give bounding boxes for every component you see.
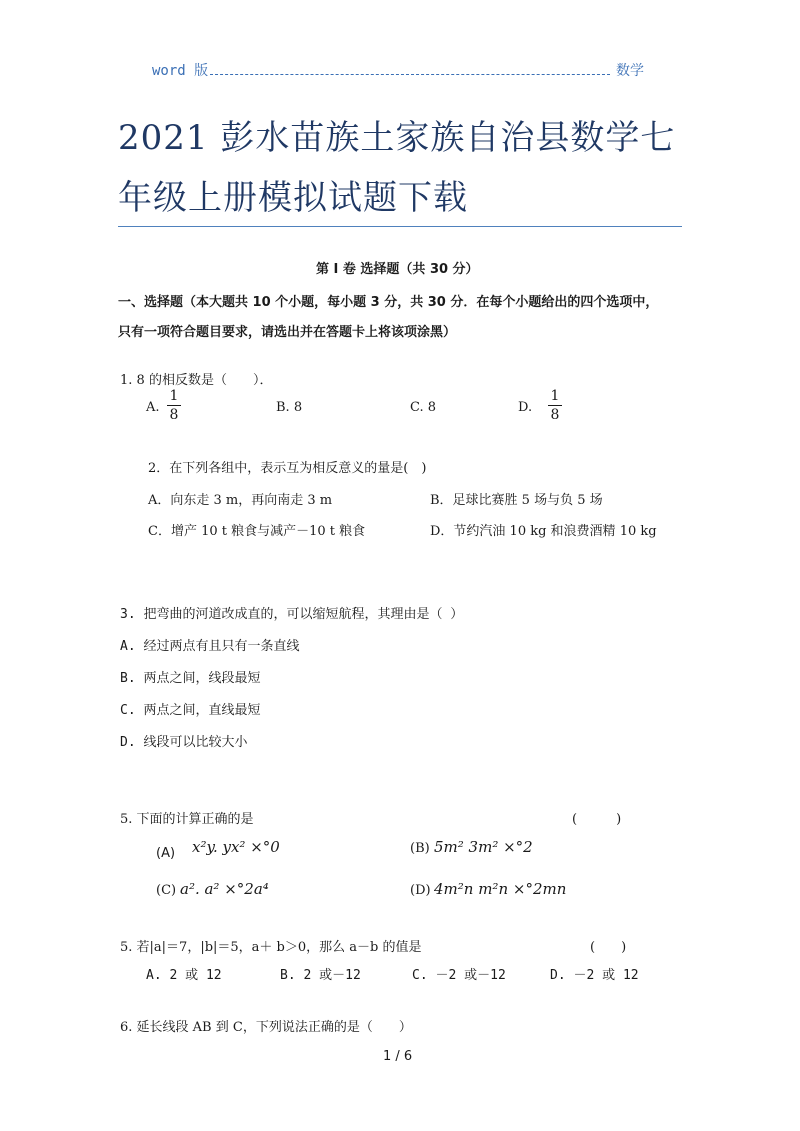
page-title-line2: 年级上册模拟试题下载: [118, 178, 468, 218]
q5a-option-d-label: (D): [410, 883, 431, 898]
q2-option-b: B．足球比赛胜 5 场与负 5 场: [430, 493, 603, 508]
section-heading: 第 I 卷 选择题（共 30 分）: [316, 262, 479, 277]
q1-a-fraction-bar: [167, 405, 181, 406]
q5a-option-c-expr: a². a² ×°2a⁴: [180, 880, 269, 898]
q2-option-a: A．向东走 3 m，再向南走 3 m: [148, 493, 333, 508]
q5b-option-c: C. －2 或－12: [412, 968, 506, 983]
q1-option-b: B. 8: [276, 400, 303, 415]
q3-option-a: A. 经过两点有且只有一条直线: [120, 639, 300, 654]
instruction-line1: 一、选择题（本大题共 10 个小题，每小题 3 分，共 30 分．在每个小题给出的四个选项中，: [118, 295, 659, 310]
q1-option-d-fraction: [548, 388, 562, 423]
q5a-answer-paren: ( ): [572, 812, 622, 827]
q5a-stem: 5. 下面的计算正确的是: [120, 812, 254, 827]
q1-option-d-label: D.: [518, 400, 533, 415]
q1-option-c: C. 8: [410, 400, 437, 415]
instruction-line2: 只有一项符合题目要求，请选出并在答题卡上将该项涂黑）: [118, 325, 457, 340]
q1-d-denominator: 8: [550, 407, 560, 423]
q3-option-d: D. 线段可以比较大小: [120, 735, 248, 750]
q2-option-c: C．增产 10 t 粮食与减产－10 t 粮食: [148, 524, 366, 539]
q5a-option-a-expr: x²y. yx² ×°0: [192, 838, 280, 856]
q1-option-a-fraction: [167, 388, 181, 423]
q2-stem: 2．在下列各组中，表示互为相反意义的量是( ): [148, 461, 427, 476]
q1-a-denominator: 8: [169, 407, 179, 423]
q3-option-c: C. 两点之间，直线最短: [120, 703, 261, 718]
q5a-option-a-label: (A): [156, 846, 176, 861]
q1-a-numerator: 1: [169, 388, 179, 404]
q1-option-a-label: A.: [146, 400, 160, 415]
page-number: 1 / 6: [383, 1049, 413, 1064]
q5b-option-d: D. －2 或 12: [550, 968, 639, 983]
q5a-option-b-expr: 5m² 3m² ×°2: [434, 838, 533, 856]
q1-d-numerator: 1: [550, 388, 560, 404]
q5b-option-b: B. 2 或－12: [280, 968, 361, 983]
q5b-option-a: A. 2 或 12: [146, 968, 222, 983]
q1-d-fraction-bar: [548, 405, 562, 406]
header-left: word 版: [152, 63, 209, 79]
title-rule: [118, 226, 682, 227]
q5a-option-d-expr: 4m²n m²n ×°2mn: [434, 880, 567, 898]
header-right: 数学: [616, 63, 644, 79]
q5a-option-c-label: (C): [156, 883, 177, 898]
q5b-answer-paren: ( ): [590, 940, 627, 955]
q3-option-b: B. 两点之间，线段最短: [120, 671, 261, 686]
q2-option-d: D．节约汽油 10 kg 和浪费酒精 10 kg: [430, 524, 657, 539]
q1-stem: 1. 8 的相反数是（ ）．: [120, 373, 273, 388]
q5a-option-b-label: (B): [410, 841, 430, 856]
page-title-line1: 2021 彭水苗族土家族自治县数学七: [118, 118, 676, 158]
q6-stem: 6. 延长线段 AB 到 C，下列说法正确的是（ ）: [120, 1020, 412, 1035]
header-divider: [210, 74, 610, 75]
q3-stem: 3. 把弯曲的河道改成直的，可以缩短航程，其理由是（ ）: [120, 607, 464, 622]
q5b-stem: 5. 若|a|＝7，|b|＝5，a＋ b＞0，那么 a－b 的值是: [120, 940, 422, 955]
